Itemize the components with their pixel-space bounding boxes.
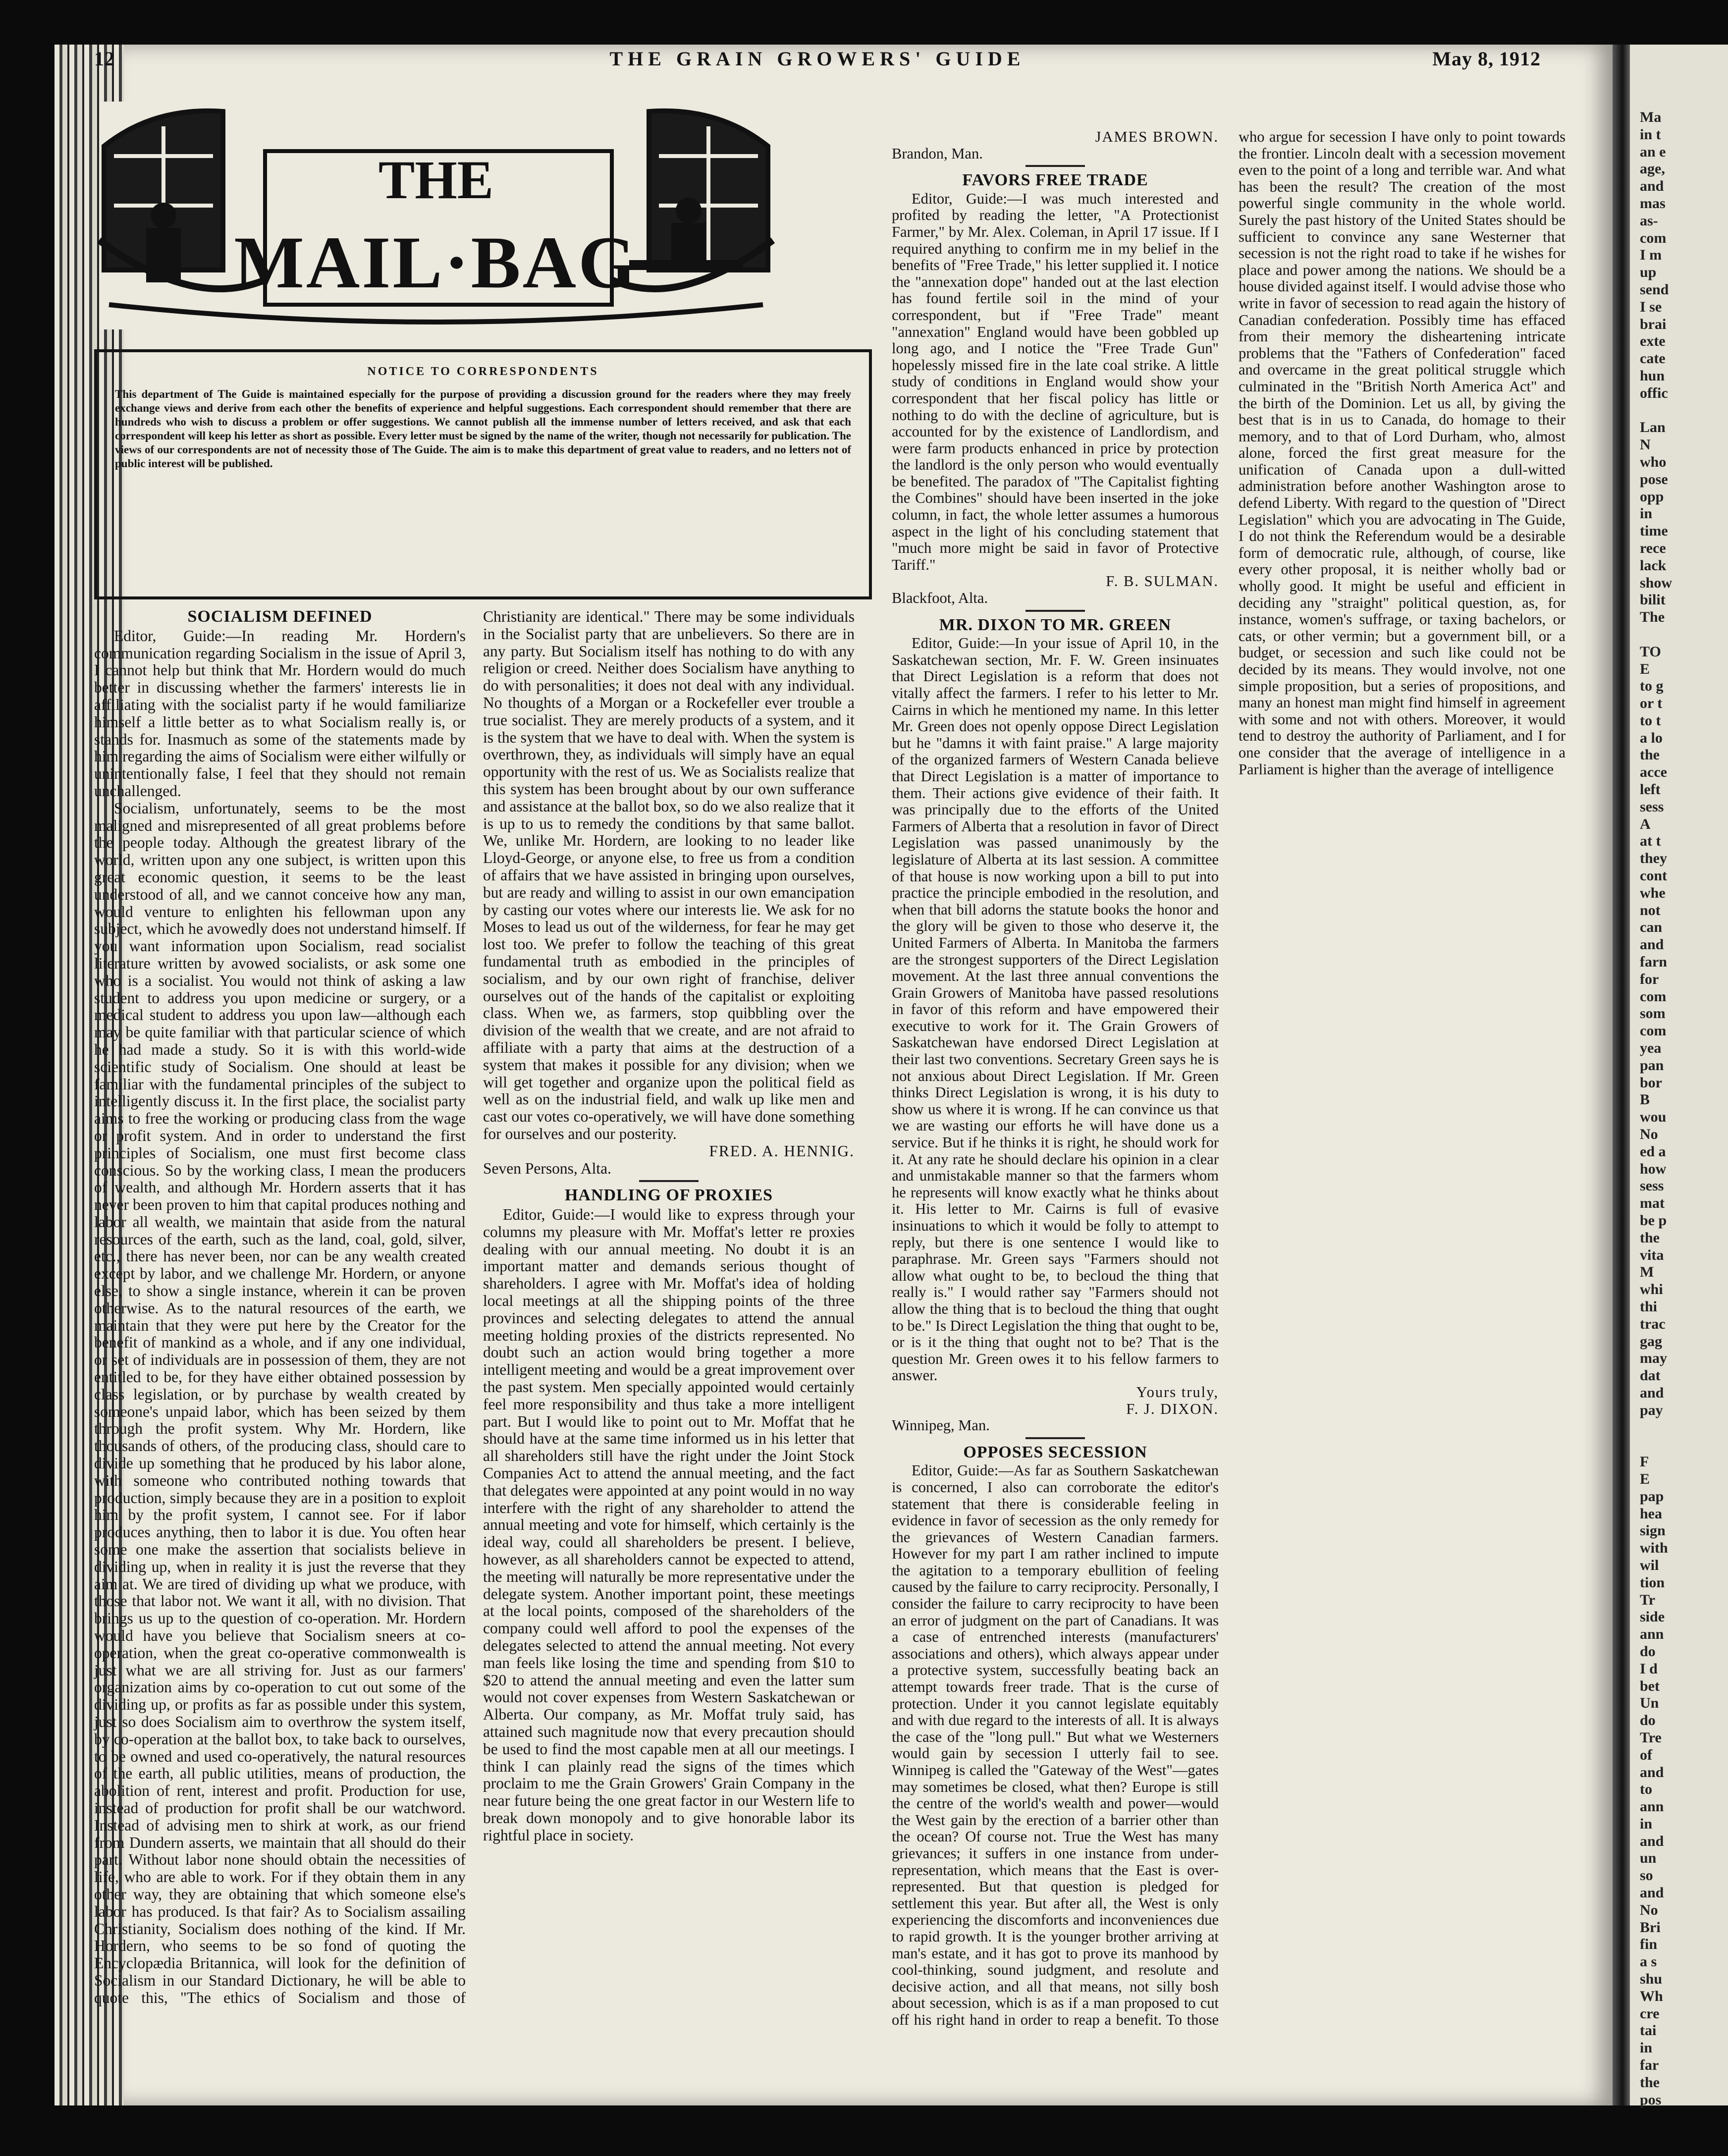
next-page-fragment: be p (1640, 1212, 1667, 1229)
next-page-fragment: offic (1640, 384, 1668, 401)
next-page-fragment: acce (1640, 764, 1667, 781)
next-page-fragment (1640, 626, 1672, 644)
next-page-fragment: they (1640, 850, 1667, 867)
letter-paragraph: Editor, Guide:—In reading Mr. Hordern's communication regarding Socialism in the issue of April 3, I cannot help but think that Mr. Hordern would do much better in discussing whether the farmers' interests lie in affiliating with the socialist party if he would familiarize himself a little better as to what Socialism really is, or stands for. Inasmuch as some of the statements made by him regarding the aims of Socialism were either wilfully or unintentionally false, I feel that they should not remain unchallenged. (94, 627, 466, 800)
letter-heading: MR. DIXON TO MR. GREEN (939, 615, 1172, 634)
letter-paragraph: Editor, Guide:—As far as Southern Saskatchewan is concerned, I also can corroborate the editor's statement that there is considerable feeling in evidence in favor of secession as the only remedy for the grievances of Western Canadian farmers. However for my part I am rather inclined to impute the agitation to a temporary ebullition of feeling caused by the failure to carry reciprocity. Personally, I consider the failure to carry reciprocity to have been an error of judgment on the part of Canadians. It was a case of entrenched interests (manufacturers' associations and others), which always appear under a protective system, successfully beating back an attempt towards freer trade. That is the curse of protection. Under it you cannot legislate equitably and with due regard to the interests of all. It is always the case of the "long pull." But what we Westerners would gain by secession I utterly fail to see. Winnipeg is called the "Gateway of the West"—gates may sometimes be closed, what then? Europe is still the centre of the world's wealth and power—would the West gain by the erection of a barrier other than the ocean? Of course not. True the West has many grievances; it suffers in one instance from under-representation, which means that the East is over-represented. But that question is pledged for settlement this year. But after all, the West is only experiencing the discomforts and inconveniences due to rapid growth. It is the younger brother arriving at man's estate, and it has got to prove its manhood by cool-thinking, sound judgment, and resolute and decisive action, and all that means, not silly bosh about secession, which is as if a man proposed to cut off his right hand in order to reap a benefit. To those who argue for secession I have only to point towards the frontier. Lincoln dealt with a secession movement even to the point of a long and terrible war. And what has been the result? The creation of the most powerful single community in the whole world. Surely the past history of the United States should be sufficient to convince any sane Westerner that secession is not the right road to take if he wishes for place and power among the nations. We should be a house divided against itself. I would advise those who write in favor of secession to read again the history of Canadian confederation. Possibly time has effaced from their memory the disheartening intricate problems that the "Fathers of Confederation" faced and overcame in the great political struggle which culminated in the "British North America Act" and the birth of the Dominion. Let us all, by giving the best that is in us to Canada, do homage to their memory, and to that of Lord Durham, who, almost alone, forced the first great measure for the unification of Canada upon a dull-witted administration before another Washington arose to defend Liberty. With regard to the question of "Direct Legislation" which you are advocating in The Guide, I do not think the Referendum would be a desirable form of democratic rule, although, of course, like every other proposal, it is neither wholly bad or wholly good. It might be useful and efficient in deciding any "straight" political question, as, for instance, women's suffrage, or taxing bachelors, or cats, or other vermin; but a government bill, or a budget, or secession and such like could not be decided by its means. They would involve, not one simple proposition, but a series of propositions, and many an honest man might find himself in agreement with some and not with others. Moreover, it would tend to destroy the authority of Parliament, and I for one consider that the average of intelligence in a Parliament is higher than the average of intelligence (892, 128, 1566, 2028)
next-page-fragment: M (1640, 1264, 1654, 1281)
next-page-fragment: of (1640, 1746, 1652, 1763)
next-page-fragment: to t (1640, 712, 1661, 729)
page-gutter (1613, 45, 1632, 2105)
next-page-fragment: mat (1640, 1195, 1665, 1212)
next-page-fragment: or t (1640, 695, 1663, 712)
next-page-fragment: un (1640, 1850, 1657, 1867)
next-page-fragment: som (1640, 1005, 1666, 1022)
next-page-fragment: ed a (1640, 1143, 1666, 1160)
letter-signature: JAMES BROWN. (1095, 128, 1219, 145)
next-page-fragment: sign (1640, 1522, 1666, 1539)
notice-to-correspondents (94, 349, 872, 599)
next-page-fragment: may (1640, 1350, 1667, 1367)
next-page-fragment: in (1640, 1815, 1653, 1832)
next-page-fragment: in t (1640, 126, 1661, 143)
next-page-fragment: The (1640, 609, 1665, 626)
next-page-fragment: for (1640, 970, 1659, 987)
next-page-fragment: shu (1640, 1971, 1663, 1988)
next-page-fragment: farn (1640, 954, 1667, 970)
letter-place: Winnipeg, Man. (892, 1417, 990, 1434)
reader-figure-illustration (146, 203, 181, 282)
next-page-fragment: brai (1640, 316, 1667, 332)
next-page-fragment: com (1640, 1023, 1667, 1039)
next-page-fragment: N (1640, 436, 1651, 453)
next-page-fragment: with (1640, 1540, 1668, 1557)
next-page-fragment: trac (1640, 1315, 1666, 1332)
next-page-fragment: and (1640, 1833, 1664, 1849)
next-page-fragment: E (1640, 1470, 1650, 1487)
next-page-fragment: fin (1640, 1936, 1658, 1953)
next-page-fragment: who (1640, 453, 1667, 470)
next-page-fragment: time (1640, 523, 1668, 539)
next-page-fragment: yea (1640, 1040, 1662, 1057)
next-page-fragment: bilit (1640, 592, 1666, 608)
next-page-fragment: lack (1640, 557, 1667, 574)
next-page-fragment: a lo (1640, 729, 1663, 746)
notice-title: NOTICE TO CORRESPONDENTS (367, 365, 599, 378)
next-page-fragment: hun (1640, 367, 1665, 384)
next-page-fragment: side (1640, 1609, 1665, 1625)
mail-bag-masthead (94, 92, 778, 339)
next-page-fragment: gag (1640, 1333, 1662, 1349)
next-page-fragment: do (1640, 1643, 1656, 1660)
letter-paragraph: Editor, Guide:—I was much interested and profited by reading the letter, "A Protectionist Farmer," by Mr. Alex. Coleman, in April 17 issue. If I required anything to confirm me in my belief in the benefits of "Free Trade," his letter supplied it. I notice the "annexation dope" handed out at the last election has found fertile soil in the mind of your correspondent, but if "Free Trade" meant "annexation" England would have been gobbled up long ago, and I notice the "Free Trade Gun" hopelessly missed fire in the late coal strike. A little study of conditions in England would show your correspondent that her fiscal policy has little or nothing to do with the decline of agriculture, but is accounted for by the existence of Landlordism, and were farm products enhanced in price by protection the landlord is the only person who would eventually be benefited. The paradox of "The Capitalist fighting the Combines" should have been inserted in the joke column, in fact, the whole letter assumes a humorous aspect in the light of his concluding statement that "much more might be said in favor of Protective Tariff." (892, 190, 1219, 573)
next-page-fragment: A (1640, 815, 1651, 832)
letter-paragraph: Editor, Guide:—In your issue of April 10, in the Saskatchewan section, Mr. F. W. Green insinuates that Direct Legislation is a reform that does not vitally affect the farmers. I refer to his letter to Mr. Cairns in which he mentioned my name. In this letter Mr. Green does not openly oppose Direct Legislation but he "damns it with faint praise." A large majority of the organized farmers of Western Canada believe that Direct Legislation is a matter of importance to them. Their actions give evidence of their faith. It was principally due to the efforts of the United Farmers of Alberta that a resolution in favor of Direct Legislation was passed unanimously by the legislature of Alberta at its last session. A committee of that house is now working upon a bill to put into practice the principle embodied in the resolution, and when that bill adorns the statute books the honor and the glory will be given to those who deserve it, the United Farmers of Alberta. In Manitoba the farmers are the strongest supporters of the Direct Legislation movement. At the last three annual conventions the Grain Growers of Manitoba have passed resolutions in favor of this reform and have empowered their executive to work for it. The Grain Growers of Saskatchewan have endorsed Direct Legislation at their last two conventions. Secretary Green says he is not anxious about Direct Legislation. If Mr. Green thinks Direct Legislation is wrong, it is his duty to show us where it is wrong. If he can convince us that we are wasting our efforts he will have done us a service. But if he thinks it is right, he should work for it. At any rate he should declare his opinion in a clear and unmistakable manner so that the farmers whom he represents will know exactly what he thinks about it. His letter to Mr. Cairns is full of evasive insinuations to which it would be folly to attempt to reply, but there is one sentence I would like to paraphrase. Mr. Green says "Farmers should not allow what ought to be, to becloud the thing that really is." I would rather say "Farmers should not allow the thing that is to becloud the thing that ought to be." Is Direct Legislation the thing that ought to be, or is it the thing that ought not to be? That is the question Mr. Green owes it to his fellow farmers to answer. (892, 635, 1219, 1384)
next-page-fragment: and (1640, 936, 1664, 953)
divider (1026, 610, 1085, 612)
next-page-fragment (1640, 402, 1672, 420)
next-page-fragment: Un (1640, 1695, 1659, 1712)
next-page-fragment: the (1640, 747, 1660, 763)
next-page-fragment: to (1640, 1781, 1652, 1798)
letter-heading: FAVORS FREE TRADE (962, 171, 1148, 190)
next-page-fragment: Ma (1640, 109, 1662, 125)
next-page-fragment: Tre (1640, 1729, 1662, 1746)
next-page-fragment: to g (1640, 678, 1664, 695)
next-page-fragment: mas (1640, 195, 1666, 212)
next-page-fragment: pay (1640, 1401, 1663, 1418)
next-page-fragment: the (1640, 2074, 1660, 2091)
next-page-fragment: cate (1640, 350, 1666, 367)
next-page-fragment: tai (1640, 2022, 1657, 2039)
issue-date: May 8, 1912 (1432, 48, 1541, 70)
next-page-fragment: and (1640, 178, 1664, 195)
next-page-fragment: com (1640, 988, 1667, 1005)
next-page-fragment: com (1640, 229, 1667, 246)
next-page-fragment: tion (1640, 1574, 1665, 1591)
next-page-fragment: so (1640, 1867, 1653, 1884)
next-page-fragment: I d (1640, 1660, 1658, 1677)
next-page-fragment: dat (1640, 1367, 1661, 1384)
next-page-fragment: I se (1640, 298, 1662, 315)
page-number: 12 (94, 48, 115, 70)
next-page-fragment: whe (1640, 884, 1666, 901)
next-page-fragment: send (1640, 281, 1669, 298)
next-page-fragment: F (1640, 1454, 1649, 1470)
divider (1026, 1437, 1085, 1439)
next-page-fragment: wou (1640, 1109, 1667, 1126)
next-page-fragment: whi (1640, 1281, 1663, 1298)
next-page-fragment: cont (1640, 867, 1667, 884)
letter-heading: OPPOSES SECESSION (963, 1443, 1147, 1461)
next-page-fragment: thi (1640, 1298, 1658, 1315)
window-right-illustration (649, 111, 768, 270)
next-page-fragment: age, (1640, 161, 1665, 177)
next-page-fragment: up (1640, 264, 1657, 281)
next-page-fragment: hea (1640, 1505, 1662, 1522)
letter-signature: FRED. A. HENNIG. (709, 1142, 855, 1160)
letter-closing: Yours truly, (1136, 1383, 1219, 1401)
letter-place: Blackfoot, Alta. (892, 590, 988, 607)
letter-signature: F. B. SULMAN. (1106, 573, 1219, 590)
next-page-fragment: how (1640, 1160, 1667, 1177)
next-page-fragment: do (1640, 1712, 1656, 1729)
next-page-fragment: opp (1640, 488, 1664, 505)
next-page-fragment: in (1640, 505, 1653, 522)
next-page-fragment: B (1640, 1091, 1650, 1108)
masthead-word-mailbag: MAIL·BAG (234, 221, 638, 304)
next-page-fragment: the (1640, 1229, 1660, 1246)
next-page-fragment: bet (1640, 1677, 1660, 1694)
next-page-fragments (1640, 109, 1672, 2108)
next-page-fragment: Wh (1640, 1988, 1663, 2004)
next-page-fragment: cre (1640, 2005, 1660, 2022)
letter-paragraph: Editor, Guide:—I would like to express through your columns my pleasure with Mr. Moffat's letter re proxies dealing with our annual meeting. No doubt it is an important matter and demands serious thought of shareholders. I agree with Mr. Moffat's idea of holding local meetings at all the shipping points of the three provinces and selecting delegates to attend the annual meeting holding proxies of the districts represented. No doubt such an action would bring together a more intelligent meeting and would be a great improvement over the past system. Men specially appointed would certainly feel more responsibility and thus take a more intelligent part. But I would like to point out to Mr. Moffat that he should have at the same time informed us in his letter that all shareholders still have the right under the Joint Stock Companies Act to attend the annual meeting, and the fact that delegates were appointed at any point would in no way interfere with the right of any shareholder to attend the annual meeting and vote for himself, which certainly is the ideal way, could all shareholders be present. I believe, however, as all shareholders cannot be expected to attend, the meeting will naturally be more representative under the delegate system. Another important point, these meetings at the local points, composed of the shareholders of the company could well afford to pool the expenses of the delegates selected to attend the annual meeting. Not every man feels like losing the time and spending from $10 to $20 to attend the annual meeting and even the latter sum would not cover expenses from Western Saskatchewan or Alberta. Our company, as Mr. Moffat truly said, has attained such magnitude now that every precaution should be used to find the most capable men at all our meetings. I think I can plainly read the signs of the times which proclaim to me the Grain Growers' Grain Company in the near future being the one great factor in our Western life to break down monopoly and to give honorable labor its rightful place in society. (483, 1206, 855, 1844)
next-page-fragment: rece (1640, 539, 1666, 556)
next-page-fragment: pos (1640, 2091, 1662, 2108)
next-page-fragment: vita (1640, 1246, 1664, 1263)
next-page-fragment: a s (1640, 1953, 1657, 1970)
letter-heading: HANDLING OF PROXIES (564, 1186, 773, 1205)
next-page-fragment: sess (1640, 1178, 1664, 1194)
next-page-fragment: bor (1640, 1074, 1662, 1091)
next-page-fragment (1640, 1419, 1672, 1437)
publication-title: THE GRAIN GROWERS' GUIDE (609, 48, 1026, 70)
letter-place: Seven Persons, Alta. (483, 1159, 611, 1177)
next-page-fragment: in (1640, 2040, 1653, 2056)
page-header (94, 47, 1541, 77)
next-page-fragment: and (1640, 1885, 1664, 1901)
masthead-word-the: THE (378, 150, 494, 210)
next-page-fragment: I m (1640, 247, 1662, 264)
letter-heading: SOCIALISM DEFINED (187, 607, 373, 626)
next-page-fragment: No (1640, 1126, 1658, 1143)
next-page-fragment: Lan (1640, 419, 1666, 436)
next-page-fragment (1640, 1436, 1672, 1454)
next-page-fragment: as- (1640, 212, 1658, 229)
next-page-fragment: No (1640, 1901, 1658, 1918)
next-page-fragment: Bri (1640, 1919, 1661, 1936)
next-page-fragment: E (1640, 660, 1650, 677)
divider (1026, 165, 1085, 167)
divider (639, 1180, 699, 1182)
letter-paragraph: Socialism, unfortunately, seems to be the most maligned and misrepresented of all great problems before the people today. Although the greatest library of the world, written upon any one subject, is written upon this great economic question, it seems to be the least understood of all, and we cannot conceive how any man, would venture to enlighten his fellowman upon any subject, which he avowedly does not understand himself. If you want information upon Socialism, read socialist literature written by avowed socialists, or ask some one who is a socialist. You would not think of asking a law student to address you upon medicine or surgery, or a medical student to address you upon law—although each may be quite familiar with that particular science of which he had made a study. So it is with this world-wide scientific study of Socialism. One should at least be familiar with the fundamental principles of the subject to intelligently discuss it. In the first place, the socialist party aims to free the working or producing class from the wage or profit system. And in order to understand the first principles of Socialism, one must first become class conscious. So by the working class, I mean the producers of wealth, and although Mr. Hordern asserts that it has never been proven to him that capital produces nothing and labor all wealth, we maintain that aside from the natural resources of the earth, such as the land, coal, gold, silver, etc., there has never been, nor can be any wealth created except by labor, and we challenge Mr. Hordern, or anyone else, to show a single instance, wherein it can be proven otherwise. As to the natural resources of the earth, we maintain that they were put here by the Creator for the benefit of mankind as a whole, and if any one individual, or set of individuals are in possession of them, they are not entitled to be, for they have either obtained possession by class legislation, or by purchase by wealth created by someone's unpaid labor, which has been seized by them through the profit system. Why Mr. Hordern, like thousands of others, of the producing class, should care to divide up something that he produced by his labor alone, with someone who contributed nothing towards that production, simply because they are in a position to exploit him by the profit system, I cannot see. For if labor produces anything, then to labor it is due. You often hear some one make the assertion that socialists believe in dividing up, when in reality it is just the reverse that they aim at. We are tired of dividing up what we produce, with those that labor not. We want it all, with no division. That brings us up to the question of co-operation. Mr. Hordern would have you believe that Socialism sneers at co-operation, when the great co-operative commonwealth is just what we are all striving for. Just as our farmers' organization aims by co-operation to cut out some of the dividing up, or profits as far as possible under this system, just so does Socialism aim to overthrow the system itself, by co-operation at the ballot box, to take back to ourselves, to be owned and used co-operatively, the natural resources of the earth, all public utilities, means of production, the abolition of rent, interest and profit. Production for use, instead of production for profit shall be our watchword. Instead of advising men to shirk at work, as our friend from Dundern asserts, we maintain that all should do their part. Without labor none should obtain the necessities of life, who are able to work. For if they obtain them in any other way, they are obtaining that which someone else's labor has produced. Is that fair? As to Socialism assailing Christianity, Socialism does nothing of the kind. If Mr. Hordern, who seems to be so fond of quoting the Encyclopædia Britannica, will look for the definition of Socialism in our Standard Dictionary, he will be able to quote this, "The ethics of Socialism and those of Christianity are identical." There may be some individuals in the Socialist party that are unbelievers. So there are in any party. But Socialism itself has nothing to do with any religion or creed. Neither does Socialism have anything to do with personalities; it does not deal with any individual. No thoughts of a Morgan or a Rockefeller ever trouble a true socialist. They are merely products of a system, and it is the system that we have to deal with. When the system is overthrown, they, as individuals will simply have an equal opportunity with the rest of us. We as Socialists realize that this system has been brought about by our own sufferance and assistance at the ballot box, so do we also realize that it is up to us to remedy the conditions by that same ballot. We, unlike Mr. Hordern, are looking to no leader like Lloyd-George, or anyone else, to free us from a condition of affairs that we have assisted in bringing upon ourselves, but are ready and willing to assist in our own emancipation by casting our votes where our interests lie. We ask for no Moses to lead us out of the wilderness, for fear he may get lost too. We prefer to follow the teaching of this great fundamental truth as embodied in the principles of socialism, and by our own right of franchise, deliver ourselves out of the hands of the capitalist or exploiting class. When we, as farmers, stop quibbling over the division of the wealth that we create, and are not afraid to affiliate with a party that aims at the destruction of a system that makes it possible for any division; when we will get together and organize upon the political field as well as on the industrial field, and walk up like men and cast our votes co-operatively, we will have done something for ourselves and our posterity. (94, 608, 855, 2006)
next-page-fragment: TO (1640, 643, 1661, 660)
next-page-fragment: Tr (1640, 1591, 1656, 1608)
next-page-fragment: left (1640, 781, 1661, 798)
letter-place: Brandon, Man. (892, 145, 983, 162)
next-page-fragment: far (1640, 2057, 1659, 2074)
next-page-fragment: ann (1640, 1626, 1664, 1643)
notice-body: This department of The Guide is maintained especially for the purpose of providing a discussion ground for the readers where they may freely exchange views and derive from each other the benefits of experience and helpful suggestions. Each correspondent should remember that there are hundreds who wish to discuss a problem or offer suggestions. We cannot publish all the immense number of letters received, and ask that each correspondent will keep his letter as short as possible. Every letter must be signed by the name of the writer, though not necessarily for publication. The views of our correspondents are not of necessity those of The Guide. The aim is to make this department of great value to readers, and no letters not of public interest will be published. (115, 388, 851, 470)
next-page-fragment: and (1640, 1384, 1664, 1401)
right-columns (892, 129, 1566, 2031)
next-page-fragment: exte (1640, 333, 1666, 350)
next-page-fragment: pose (1640, 471, 1668, 487)
next-page-fragment: pap (1640, 1488, 1664, 1505)
next-page-fragment: not (1640, 902, 1661, 918)
socialism-letter (94, 608, 855, 2015)
next-page-fragment: at t (1640, 833, 1661, 850)
next-page-fragment: an e (1640, 143, 1666, 160)
next-page-fragment: sess (1640, 798, 1664, 815)
next-page-fragment: and (1640, 1764, 1664, 1780)
next-page-fragment: pan (1640, 1057, 1664, 1074)
next-page-fragment: ann (1640, 1798, 1664, 1815)
next-page-fragment: wil (1640, 1557, 1659, 1573)
next-page-fragment: show (1640, 574, 1673, 591)
letter-signature: F. J. DIXON. (1126, 1400, 1219, 1417)
next-page-fragment: can (1640, 919, 1662, 936)
